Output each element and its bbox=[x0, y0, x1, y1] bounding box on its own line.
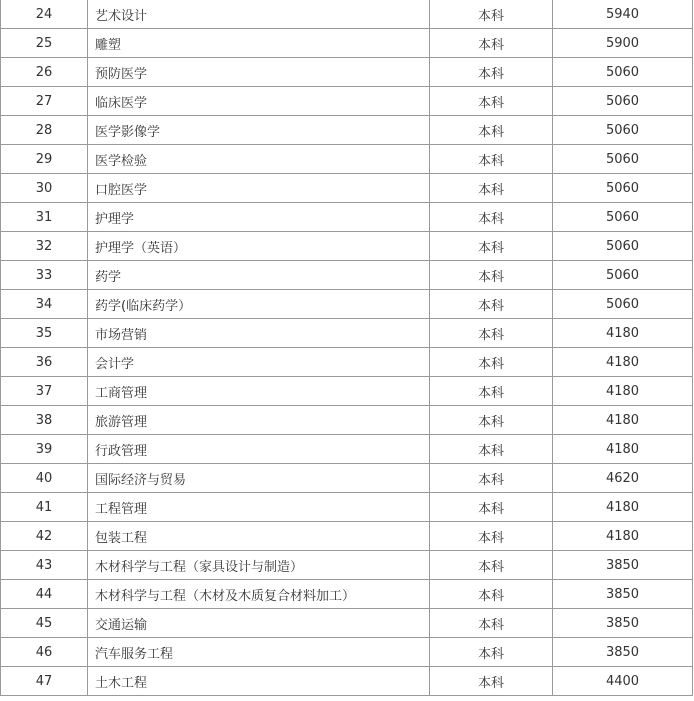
table-row bbox=[1, 116, 693, 145]
major-name: 包装工程 bbox=[88, 522, 430, 551]
table-row bbox=[1, 435, 693, 464]
tuition-fee: 5900 bbox=[553, 29, 693, 58]
row-number: 36 bbox=[1, 348, 88, 377]
degree-level: 本科 bbox=[430, 551, 553, 580]
degree-level: 本科 bbox=[430, 667, 553, 696]
row-number: 42 bbox=[1, 522, 88, 551]
row-number: 30 bbox=[1, 174, 88, 203]
row-number: 39 bbox=[1, 435, 88, 464]
major-name: 汽车服务工程 bbox=[88, 638, 430, 667]
table-row bbox=[1, 638, 693, 667]
tuition-fee: 5060 bbox=[553, 261, 693, 290]
degree-level: 本科 bbox=[430, 580, 553, 609]
row-number: 47 bbox=[1, 667, 88, 696]
degree-level: 本科 bbox=[430, 319, 553, 348]
row-number: 29 bbox=[1, 145, 88, 174]
tuition-fee: 3850 bbox=[553, 580, 693, 609]
degree-level: 本科 bbox=[430, 29, 553, 58]
table-row bbox=[1, 261, 693, 290]
degree-level: 本科 bbox=[430, 377, 553, 406]
row-number: 45 bbox=[1, 609, 88, 638]
row-number: 46 bbox=[1, 638, 88, 667]
table-row bbox=[1, 348, 693, 377]
major-name: 临床医学 bbox=[88, 87, 430, 116]
degree-level: 本科 bbox=[430, 406, 553, 435]
degree-level: 本科 bbox=[430, 609, 553, 638]
major-name: 工商管理 bbox=[88, 377, 430, 406]
tuition-fee: 3850 bbox=[553, 638, 693, 667]
table-row bbox=[1, 609, 693, 638]
row-number: 38 bbox=[1, 406, 88, 435]
row-number: 35 bbox=[1, 319, 88, 348]
fee-table-body bbox=[1, 0, 693, 696]
degree-level: 本科 bbox=[430, 203, 553, 232]
table-row bbox=[1, 522, 693, 551]
major-name: 土木工程 bbox=[88, 667, 430, 696]
tuition-fee: 5060 bbox=[553, 290, 693, 319]
row-number: 43 bbox=[1, 551, 88, 580]
major-name: 预防医学 bbox=[88, 58, 430, 87]
degree-level: 本科 bbox=[430, 87, 553, 116]
table-row bbox=[1, 232, 693, 261]
row-number: 24 bbox=[1, 0, 88, 29]
tuition-fee: 5060 bbox=[553, 87, 693, 116]
tuition-fee: 4180 bbox=[553, 493, 693, 522]
row-number: 40 bbox=[1, 464, 88, 493]
tuition-fee: 5060 bbox=[553, 145, 693, 174]
table-row bbox=[1, 319, 693, 348]
degree-level: 本科 bbox=[430, 58, 553, 87]
table-row bbox=[1, 377, 693, 406]
degree-level: 本科 bbox=[430, 493, 553, 522]
row-number: 37 bbox=[1, 377, 88, 406]
table-row bbox=[1, 406, 693, 435]
tuition-fee: 5060 bbox=[553, 232, 693, 261]
major-name: 口腔医学 bbox=[88, 174, 430, 203]
major-name: 医学检验 bbox=[88, 145, 430, 174]
row-number: 33 bbox=[1, 261, 88, 290]
major-name: 旅游管理 bbox=[88, 406, 430, 435]
degree-level: 本科 bbox=[430, 174, 553, 203]
major-name: 护理学（英语） bbox=[88, 232, 430, 261]
row-number: 28 bbox=[1, 116, 88, 145]
row-number: 27 bbox=[1, 87, 88, 116]
row-number: 26 bbox=[1, 58, 88, 87]
tuition-fee: 4400 bbox=[553, 667, 693, 696]
tuition-fee: 5060 bbox=[553, 58, 693, 87]
major-name: 艺术设计 bbox=[88, 0, 430, 29]
major-name: 医学影像学 bbox=[88, 116, 430, 145]
major-name: 药学 bbox=[88, 261, 430, 290]
degree-level: 本科 bbox=[430, 638, 553, 667]
major-name: 市场营销 bbox=[88, 319, 430, 348]
tuition-fee: 4180 bbox=[553, 319, 693, 348]
table-row bbox=[1, 0, 693, 29]
degree-level: 本科 bbox=[430, 145, 553, 174]
degree-level: 本科 bbox=[430, 522, 553, 551]
tuition-fee: 4180 bbox=[553, 348, 693, 377]
tuition-fee: 4620 bbox=[553, 464, 693, 493]
row-number: 31 bbox=[1, 203, 88, 232]
major-name: 雕塑 bbox=[88, 29, 430, 58]
row-number: 25 bbox=[1, 29, 88, 58]
table-row bbox=[1, 580, 693, 609]
degree-level: 本科 bbox=[430, 348, 553, 377]
table-row bbox=[1, 667, 693, 696]
row-number: 41 bbox=[1, 493, 88, 522]
tuition-fee: 5060 bbox=[553, 116, 693, 145]
degree-level: 本科 bbox=[430, 116, 553, 145]
tuition-fee: 5060 bbox=[553, 203, 693, 232]
tuition-fee: 4180 bbox=[553, 435, 693, 464]
table-row bbox=[1, 58, 693, 87]
major-name: 护理学 bbox=[88, 203, 430, 232]
degree-level: 本科 bbox=[430, 464, 553, 493]
row-number: 32 bbox=[1, 232, 88, 261]
major-name: 行政管理 bbox=[88, 435, 430, 464]
row-number: 34 bbox=[1, 290, 88, 319]
major-name: 会计学 bbox=[88, 348, 430, 377]
tuition-fee: 3850 bbox=[553, 551, 693, 580]
degree-level: 本科 bbox=[430, 290, 553, 319]
major-name: 木材科学与工程（木材及木质复合材料加工） bbox=[88, 580, 430, 609]
major-name: 药学(临床药学） bbox=[88, 290, 430, 319]
tuition-fee: 5940 bbox=[553, 0, 693, 29]
tuition-fee: 5060 bbox=[553, 174, 693, 203]
tuition-fee: 4180 bbox=[553, 406, 693, 435]
major-name: 工程管理 bbox=[88, 493, 430, 522]
degree-level: 本科 bbox=[430, 435, 553, 464]
table-row bbox=[1, 551, 693, 580]
table-row bbox=[1, 87, 693, 116]
row-number: 44 bbox=[1, 580, 88, 609]
degree-level: 本科 bbox=[430, 0, 553, 29]
degree-level: 本科 bbox=[430, 232, 553, 261]
tuition-fee: 4180 bbox=[553, 522, 693, 551]
table-row bbox=[1, 203, 693, 232]
major-name: 木材科学与工程（家具设计与制造） bbox=[88, 551, 430, 580]
major-name: 交通运输 bbox=[88, 609, 430, 638]
tuition-fee: 4180 bbox=[553, 377, 693, 406]
table-row bbox=[1, 493, 693, 522]
table-row bbox=[1, 145, 693, 174]
tuition-fee: 3850 bbox=[553, 609, 693, 638]
table-row bbox=[1, 174, 693, 203]
table-row bbox=[1, 29, 693, 58]
table-row bbox=[1, 290, 693, 319]
degree-level: 本科 bbox=[430, 261, 553, 290]
major-name: 国际经济与贸易 bbox=[88, 464, 430, 493]
table-row bbox=[1, 464, 693, 493]
